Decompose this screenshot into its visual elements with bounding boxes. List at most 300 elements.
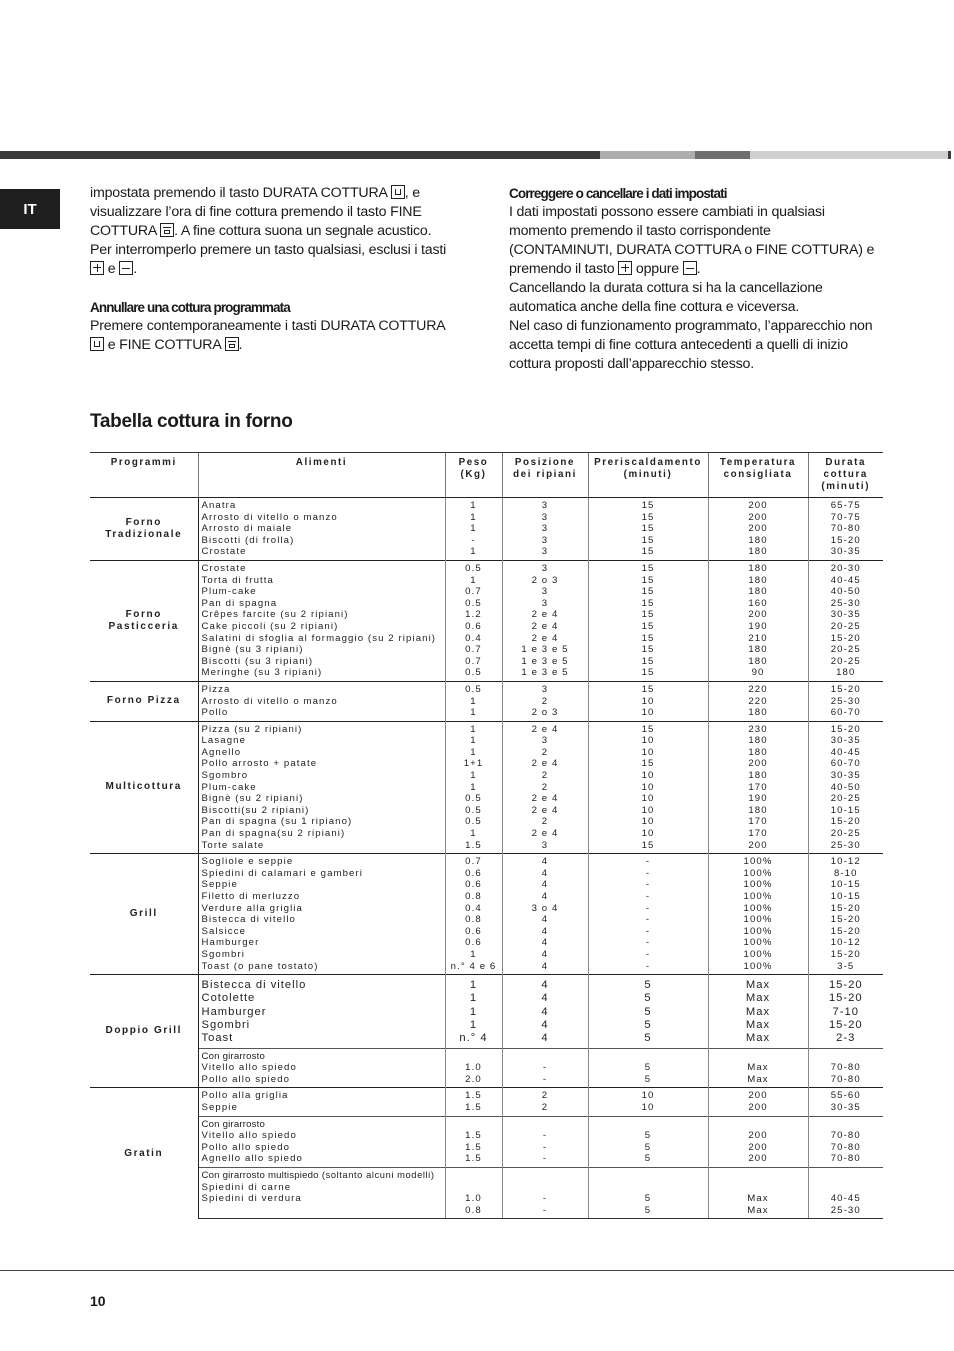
cell-line: 10-12 bbox=[830, 856, 861, 868]
cell-line: 60-70 bbox=[830, 707, 861, 719]
program-cell: Forno Pizza bbox=[90, 681, 198, 721]
text-run: . bbox=[133, 261, 137, 277]
cell-line: 200 bbox=[748, 609, 768, 621]
cell-line: Pollo allo spiedo bbox=[201, 1141, 291, 1153]
table-row bbox=[90, 1167, 883, 1218]
cell-line: 15 bbox=[641, 758, 655, 770]
preheat-cell bbox=[588, 854, 708, 975]
cell-line: 1+1 bbox=[463, 758, 484, 770]
cell-line: 2-3 bbox=[836, 1032, 856, 1045]
cell-line: 8-10 bbox=[833, 867, 858, 879]
cell-line: 4 bbox=[541, 948, 549, 960]
table-header-row bbox=[90, 453, 883, 498]
correct-data-heading: Correggere o cancellare i dati impostati bbox=[509, 186, 727, 201]
weight-cell bbox=[445, 1116, 502, 1167]
cell-line: 2 e 4 bbox=[531, 804, 559, 816]
cell-line: 5 bbox=[644, 979, 652, 992]
cell-line: 1 bbox=[470, 770, 477, 782]
cell-line: 5 bbox=[644, 1193, 652, 1205]
cell-line: 15 bbox=[641, 655, 655, 667]
duration-cell bbox=[808, 975, 883, 1048]
cell-line: 4 bbox=[541, 914, 549, 926]
cell-line: 180 bbox=[748, 574, 768, 586]
cell-line: 0.5 bbox=[465, 597, 482, 609]
temperature-cell bbox=[708, 1088, 808, 1116]
preheat-cell bbox=[588, 1088, 708, 1116]
header-posizione: Posizione dei ripiani bbox=[502, 453, 588, 498]
preheat-cell bbox=[588, 498, 708, 561]
text-run: cottura proposti dall’apparecchio stesso. bbox=[509, 356, 754, 372]
temperature-cell bbox=[708, 975, 808, 1048]
cell-line: Crostate bbox=[201, 546, 247, 558]
food-cell bbox=[198, 1088, 445, 1116]
cell-line: - bbox=[645, 891, 651, 902]
cell-line: 4 bbox=[541, 1019, 549, 1032]
cell-line: 160 bbox=[748, 597, 768, 609]
cell-line: 2 e 4 bbox=[531, 620, 559, 632]
cell-line: 5 bbox=[644, 1141, 652, 1153]
cell-line: 200 bbox=[748, 523, 768, 535]
shelf-cell bbox=[502, 854, 588, 975]
cell-line: 190 bbox=[748, 620, 768, 632]
dur-key-icon bbox=[391, 185, 405, 199]
duration-cell bbox=[808, 1116, 883, 1167]
cell-line: - bbox=[542, 1073, 548, 1085]
cell-line: 15 bbox=[641, 723, 655, 735]
cell-line: 40-50 bbox=[830, 586, 861, 598]
subsection-note: (soltanto alcuni modelli) bbox=[318, 1169, 435, 1180]
cell-line: Filetto di merluzzo bbox=[201, 891, 301, 902]
cell-line: 0.6 bbox=[465, 925, 482, 937]
spacer bbox=[811, 1170, 882, 1182]
temperature-cell bbox=[708, 1167, 808, 1218]
cell-line: 15 bbox=[641, 683, 655, 695]
header-peso: Peso (Kg) bbox=[445, 453, 502, 498]
text-run: . bbox=[696, 261, 701, 277]
cell-line: 180 bbox=[748, 655, 768, 667]
text-run: automatica anche della fine cottura e viceversa. bbox=[509, 299, 800, 315]
cell-line: 2 e 4 bbox=[531, 723, 559, 735]
weight-cell bbox=[445, 1048, 502, 1088]
end-key-icon bbox=[160, 223, 174, 237]
cell-line: Agnello bbox=[201, 746, 242, 758]
text-run: . A fine cottura suona un segnale acustico. bbox=[174, 223, 432, 239]
weight-cell bbox=[445, 498, 502, 561]
shelf-cell bbox=[502, 1167, 588, 1218]
shelf-cell bbox=[502, 975, 588, 1048]
cell-line: - bbox=[542, 1204, 548, 1216]
cell-line: - bbox=[542, 1153, 548, 1165]
cell-line: 0.8 bbox=[465, 914, 482, 926]
cell-line: Cake piccoli (su 2 ripiani) bbox=[201, 620, 339, 632]
cell-line: Toast (o pane tostato) bbox=[201, 960, 319, 972]
cell-line: 180 bbox=[748, 546, 768, 558]
cell-line: 230 bbox=[748, 723, 768, 735]
cell-line: 10 bbox=[641, 695, 655, 707]
cell-line: 0.8 bbox=[465, 1204, 482, 1216]
cell-line: 180 bbox=[836, 667, 856, 679]
cell-line: 1 bbox=[470, 695, 477, 707]
food-cell bbox=[198, 1048, 445, 1088]
cell-line: 90 bbox=[751, 667, 765, 679]
cell-line: 10 bbox=[641, 770, 655, 782]
cell-line: 55-60 bbox=[830, 1090, 861, 1102]
temperature-cell bbox=[708, 854, 808, 975]
cell-line: Torta di frutta bbox=[201, 574, 274, 586]
subsection-label: Con girarrosto bbox=[201, 1118, 266, 1130]
cell-line: 1 bbox=[470, 723, 477, 735]
shelf-cell bbox=[502, 721, 588, 854]
cell-line: Sgombri bbox=[201, 948, 245, 960]
cell-line: Max bbox=[747, 1204, 769, 1216]
cell-line: Biscotti(su 2 ripiani) bbox=[201, 804, 310, 816]
program-cell: Gratin bbox=[90, 1088, 198, 1219]
cell-line: 170 bbox=[748, 781, 768, 793]
cell-line: 15-20 bbox=[830, 948, 861, 960]
cell-line: 2 e 4 bbox=[531, 793, 559, 805]
correct-data-paragraph bbox=[509, 203, 889, 374]
cell-line: 1 bbox=[469, 992, 478, 1005]
cell-line: 10 bbox=[641, 816, 655, 828]
cell-line: 20-30 bbox=[830, 562, 861, 574]
cell-line: 200 bbox=[748, 758, 768, 770]
cell-line: Lasagne bbox=[201, 735, 247, 747]
cell-line: 40-50 bbox=[830, 781, 861, 793]
text-run: e bbox=[104, 261, 120, 277]
cell-line: 0.5 bbox=[465, 816, 482, 828]
cell-line: 5 bbox=[644, 1005, 652, 1018]
cell-line: 1 bbox=[469, 979, 478, 992]
cell-line: Pollo bbox=[201, 707, 229, 719]
cell-line: Max bbox=[745, 1019, 771, 1032]
cell-line: - bbox=[645, 879, 651, 891]
cell-line: 15-20 bbox=[830, 902, 861, 914]
text-run: Cancellando la durata cottura si ha la cancellazione bbox=[509, 280, 823, 296]
text-run: . bbox=[238, 337, 243, 353]
cell-line: Spiedini di carne bbox=[201, 1181, 292, 1193]
minus-key-icon bbox=[683, 261, 697, 275]
cell-line: 1.5 bbox=[465, 1090, 482, 1102]
shelf-cell bbox=[502, 1048, 588, 1088]
duration-cell bbox=[808, 498, 883, 561]
cell-line: 1 bbox=[470, 546, 477, 558]
cell-line: 0.4 bbox=[465, 902, 482, 914]
cell-line: 15 bbox=[641, 839, 655, 851]
cell-line: 200 bbox=[748, 1090, 768, 1102]
cell-line: 2 o 3 bbox=[531, 707, 559, 719]
cell-line: 10 bbox=[641, 804, 655, 816]
cell-line: 10 bbox=[641, 1090, 655, 1102]
spacer bbox=[811, 1051, 882, 1063]
duration-cell bbox=[808, 1048, 883, 1088]
cell-line: 1.5 bbox=[465, 839, 482, 851]
cell-line: Vitello allo spiedo bbox=[201, 1062, 297, 1074]
cell-line: Hamburger bbox=[201, 937, 260, 949]
cell-line: Max bbox=[745, 992, 771, 1005]
cell-line: 65-75 bbox=[830, 500, 861, 511]
cell-line: 100% bbox=[743, 937, 773, 949]
cell-line: 200 bbox=[748, 839, 768, 851]
cooking-table bbox=[90, 452, 883, 1219]
cell-line: 3 bbox=[541, 511, 549, 523]
cell-line: Max bbox=[745, 1005, 771, 1018]
cell-line: Sogliole e seppie bbox=[201, 856, 294, 868]
cell-line: 3 bbox=[541, 534, 549, 546]
preheat-cell bbox=[588, 1167, 708, 1218]
cell-line: 15 bbox=[641, 500, 655, 511]
cell-line: 100% bbox=[743, 867, 773, 879]
cell-line: Pan di spagna bbox=[201, 597, 278, 609]
table-row bbox=[90, 560, 883, 681]
cell-line: Hamburger bbox=[201, 1005, 267, 1018]
cell-line: 4 bbox=[541, 1005, 549, 1018]
cell-line: Seppie bbox=[201, 1102, 238, 1114]
header-bar-light bbox=[600, 151, 695, 159]
table-row bbox=[90, 721, 883, 854]
cell-line: Pollo arrosto + patate bbox=[201, 758, 318, 770]
cell-line: Salsicce bbox=[201, 925, 247, 937]
cell-line: 1 bbox=[470, 828, 477, 840]
temperature-cell bbox=[708, 721, 808, 854]
cell-line: 180 bbox=[748, 644, 768, 656]
table-row bbox=[90, 498, 883, 561]
cell-line: 60-70 bbox=[830, 758, 861, 770]
cell-line: Bignè (su 2 ripiani) bbox=[201, 793, 304, 805]
cell-line: 180 bbox=[748, 735, 768, 747]
cell-line: 180 bbox=[748, 804, 768, 816]
cell-line: 100% bbox=[743, 914, 773, 926]
spacer bbox=[811, 1182, 882, 1194]
weight-cell bbox=[445, 560, 502, 681]
programmed-cooking-paragraph bbox=[90, 184, 470, 279]
duration-cell bbox=[808, 1167, 883, 1218]
cell-line: - bbox=[645, 925, 651, 937]
plus-key-icon bbox=[90, 261, 104, 275]
duration-cell bbox=[808, 1088, 883, 1116]
cell-line: 1 bbox=[470, 948, 477, 960]
cell-line: Toast bbox=[201, 1032, 234, 1045]
cell-line: 30-35 bbox=[830, 609, 861, 621]
cell-line: 2 bbox=[541, 1102, 549, 1114]
cell-line: Max bbox=[747, 1073, 769, 1085]
spacer bbox=[811, 1119, 882, 1131]
cell-line: 1.2 bbox=[465, 609, 482, 621]
cell-line: 15 bbox=[641, 562, 655, 574]
cell-line: 0.6 bbox=[465, 620, 482, 632]
shelf-cell bbox=[502, 560, 588, 681]
cell-line: 2 bbox=[541, 746, 549, 758]
cell-line: 2 bbox=[541, 695, 549, 707]
food-cell bbox=[198, 681, 445, 721]
cell-line: Anatra bbox=[201, 500, 237, 511]
cell-line: - bbox=[542, 1141, 548, 1153]
cell-line: 30-35 bbox=[830, 770, 861, 782]
cell-line: 180 bbox=[748, 534, 768, 546]
cell-line: 15 bbox=[641, 597, 655, 609]
cell-line: - bbox=[542, 1130, 548, 1142]
shelf-cell bbox=[502, 498, 588, 561]
subsection-heading bbox=[202, 1170, 443, 1182]
cell-line: 3 bbox=[541, 523, 549, 535]
cell-line: Bistecca di vitello bbox=[201, 979, 307, 992]
preheat-cell bbox=[588, 1116, 708, 1167]
cell-line: 2 e 4 bbox=[531, 828, 559, 840]
text-run: Premere contemporaneamente i tasti DURATA COTTURA bbox=[90, 318, 446, 334]
cell-line: Torte salate bbox=[201, 839, 265, 851]
cell-line: 1 bbox=[470, 523, 477, 535]
cell-line: n.° 4 bbox=[459, 1032, 488, 1045]
duration-cell bbox=[808, 854, 883, 975]
cell-line: 100% bbox=[743, 925, 773, 937]
cell-line: 3 bbox=[541, 500, 549, 511]
spacer bbox=[591, 1119, 706, 1131]
cell-line: 15 bbox=[641, 574, 655, 586]
header-bar-mid bbox=[695, 151, 750, 159]
cell-line: 10 bbox=[641, 828, 655, 840]
cell-line: 15 bbox=[641, 620, 655, 632]
cell-line: Spiedini di calamari e gamberi bbox=[201, 867, 364, 879]
cell-line: - bbox=[645, 960, 651, 972]
cell-line: 15-20 bbox=[830, 925, 861, 937]
cell-line: 25-30 bbox=[830, 1204, 861, 1216]
temperature-cell bbox=[708, 1116, 808, 1167]
cell-line: Arrosto di maiale bbox=[201, 523, 293, 535]
cell-line: 5 bbox=[644, 1204, 652, 1216]
cell-line: 200 bbox=[748, 1153, 768, 1165]
cell-line: 20-25 bbox=[830, 828, 861, 840]
text-run: impostata premendo il tasto DURATA COTTURA bbox=[90, 185, 391, 201]
cell-line: 0.7 bbox=[465, 856, 482, 868]
program-cell: Grill bbox=[90, 854, 198, 975]
shelf-cell bbox=[502, 1116, 588, 1167]
spacer bbox=[711, 1182, 806, 1194]
cancel-program-heading: Annullare una cottura programmata bbox=[90, 300, 290, 315]
cell-line: 3 bbox=[541, 586, 549, 598]
food-cell bbox=[198, 560, 445, 681]
cell-line: 15-20 bbox=[830, 534, 861, 546]
cell-line: 3 bbox=[541, 735, 549, 747]
cancel-program-paragraph bbox=[90, 317, 470, 355]
cell-line: 20-25 bbox=[830, 793, 861, 805]
cell-line: 10 bbox=[641, 707, 655, 719]
temperature-cell bbox=[708, 681, 808, 721]
text-run: oppure bbox=[632, 261, 683, 277]
cell-line: 1.5 bbox=[465, 1141, 482, 1153]
cell-line: 100% bbox=[743, 879, 773, 891]
food-cell bbox=[198, 975, 445, 1048]
cell-line: 180 bbox=[748, 746, 768, 758]
footer-rule bbox=[0, 1270, 954, 1271]
cell-line: 2 bbox=[541, 770, 549, 782]
table-row bbox=[90, 1088, 883, 1116]
cell-line: 4 bbox=[541, 979, 549, 992]
temperature-cell bbox=[708, 560, 808, 681]
cell-line: 2.0 bbox=[465, 1073, 482, 1085]
cell-line: 4 bbox=[541, 879, 549, 891]
cell-line: 10 bbox=[641, 781, 655, 793]
header-alimenti: Alimenti bbox=[198, 453, 445, 498]
cell-line: 2 bbox=[541, 1090, 549, 1102]
cell-line: Pollo allo spiedo bbox=[201, 1073, 291, 1085]
cell-line: 0.6 bbox=[465, 867, 482, 879]
cell-line: 1.5 bbox=[465, 1102, 482, 1114]
temperature-cell bbox=[708, 1048, 808, 1088]
shelf-cell bbox=[502, 681, 588, 721]
text-run: e FINE COTTURA bbox=[104, 337, 225, 353]
preheat-cell bbox=[588, 721, 708, 854]
header-preriscaldamento: Preriscaldamento (minuti) bbox=[588, 453, 708, 498]
cell-line: 7-10 bbox=[832, 1005, 859, 1018]
cell-line: 0.7 bbox=[465, 586, 482, 598]
cell-line: 25-30 bbox=[830, 695, 861, 707]
cell-line: Agnello allo spiedo bbox=[201, 1153, 303, 1165]
cell-line: 1 bbox=[470, 574, 477, 586]
cell-line: Bistecca di vitello bbox=[201, 914, 296, 926]
cell-line: 200 bbox=[748, 1130, 768, 1142]
cell-line: 15-20 bbox=[830, 723, 861, 735]
weight-cell bbox=[445, 1088, 502, 1116]
cell-line: 3 bbox=[541, 562, 549, 574]
cell-line: 5 bbox=[644, 1153, 652, 1165]
cell-line: Max bbox=[745, 979, 771, 992]
cell-line: Pan di spagna (su 1 ripiano) bbox=[201, 816, 353, 828]
language-tab: IT bbox=[0, 189, 60, 229]
cell-line: 15-20 bbox=[830, 683, 861, 695]
cell-line: - bbox=[645, 937, 651, 949]
cell-line: 40-45 bbox=[830, 1193, 861, 1205]
cell-line: 5 bbox=[644, 1130, 652, 1142]
table-row bbox=[90, 681, 883, 721]
text-run: Nel caso di funzionamento programmato, l’apparecchio non bbox=[509, 318, 873, 334]
spacer bbox=[505, 1182, 586, 1194]
cell-line: 220 bbox=[748, 683, 768, 695]
cell-line: 1 bbox=[470, 707, 477, 719]
cell-line: 0.7 bbox=[465, 644, 482, 656]
cell-line: 0.6 bbox=[465, 937, 482, 949]
cell-line: Plum-cake bbox=[201, 781, 257, 793]
text-run: premendo il tasto bbox=[509, 261, 619, 277]
cell-line: 3 bbox=[541, 597, 549, 609]
cell-line: 15 bbox=[641, 586, 655, 598]
cell-line: 15 bbox=[641, 632, 655, 644]
header-bar-pale bbox=[750, 151, 948, 159]
cell-line: 2 e 4 bbox=[531, 632, 559, 644]
spacer bbox=[711, 1170, 806, 1182]
cell-line: 70-80 bbox=[830, 1062, 861, 1074]
food-cell bbox=[198, 1116, 445, 1167]
weight-cell bbox=[445, 681, 502, 721]
cell-line: 15 bbox=[641, 534, 655, 546]
table-row bbox=[90, 1048, 883, 1088]
cell-line: 20-25 bbox=[830, 644, 861, 656]
cell-line: 20-25 bbox=[830, 620, 861, 632]
cell-line: 15-20 bbox=[828, 979, 863, 992]
subsection-label: Con girarrosto bbox=[201, 1050, 266, 1062]
cell-line: 15-20 bbox=[828, 992, 863, 1005]
cell-line: 170 bbox=[748, 828, 768, 840]
cell-line: 1 bbox=[469, 1005, 478, 1018]
minus-key-icon bbox=[119, 261, 133, 275]
cell-line: Salatini di sfoglia al formaggio (su 2 ripiani) bbox=[201, 632, 437, 644]
cell-line: 15 bbox=[641, 511, 655, 523]
cell-line: 100% bbox=[743, 902, 773, 914]
cell-line: 0.6 bbox=[465, 879, 482, 891]
text-run: , e bbox=[404, 185, 420, 201]
cell-line: 4 bbox=[541, 937, 549, 949]
preheat-cell bbox=[588, 681, 708, 721]
cell-line: - bbox=[645, 914, 651, 926]
cell-line: 3-5 bbox=[837, 960, 855, 972]
